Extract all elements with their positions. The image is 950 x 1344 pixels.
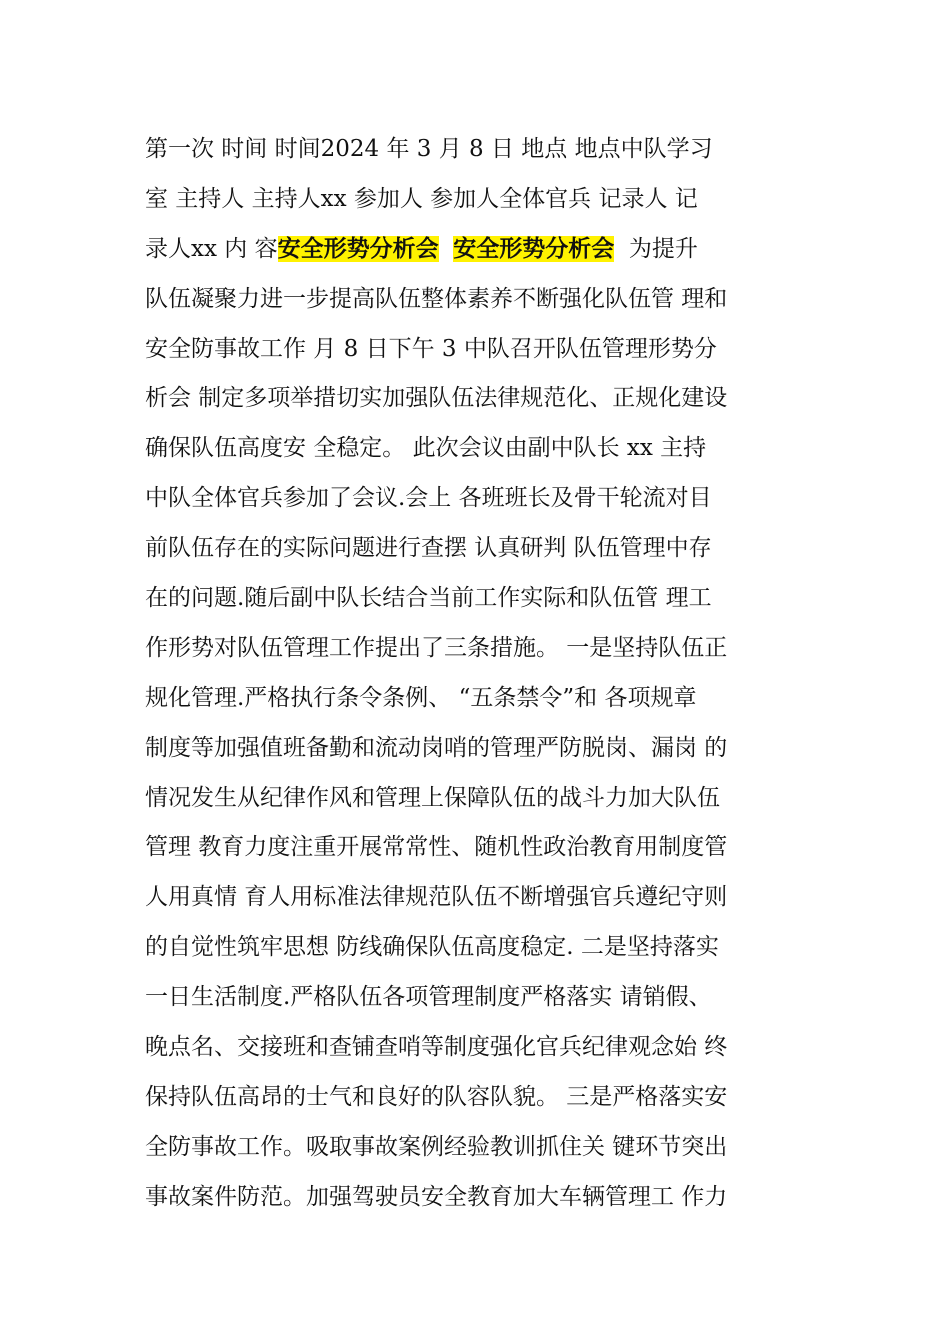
text-line-14: 情况发生从纪律作风和管理上保障队伍的战斗力加大队伍	[145, 784, 720, 811]
text-line-10: 在的问题.随后副中队长结合当前工作实际和队伍管 理工	[145, 585, 712, 612]
text-line-7: 确保队伍高度安 全稳定。 此次会议由副中队长 xx 主持	[145, 435, 707, 462]
text-line-8: 中队全体官兵参加了会议.会上 各班班长及骨干轮流对目	[145, 485, 712, 512]
text-line-5: 安全防事故工作 月 8 日下午 3 中队召开队伍管理形势分	[145, 335, 717, 362]
text-line-3-suffix: 为提升	[614, 235, 698, 262]
text-line-11: 作形势对队伍管理工作提出了三条措施。 一是坚持队伍正	[145, 634, 728, 661]
text-line-22: 事故案件防范。加强驾驶员安全教育加大车辆管理工 作力	[145, 1183, 728, 1210]
text-line-9: 前队伍存在的实际问题进行查摆 认真研判 队伍管理中存	[145, 535, 712, 562]
text-line-13: 制度等加强值班备勤和流动岗哨的管理严防脱岗、漏岗 的	[145, 734, 728, 761]
highlighted-topic-1: 安全形势分析会	[277, 235, 439, 262]
text-line-16: 人用真情 育人用标准法律规范队伍不断增强官兵遵纪守则	[145, 884, 728, 911]
text-line-3-prefix: 录人xx 内 容	[145, 235, 278, 262]
text-line-6: 析会 制定多项举措切实加强队伍法律规范化、正规化建设	[145, 385, 728, 412]
highlighted-topic-2: 安全形势分析会	[453, 235, 615, 262]
text-line-4: 队伍凝聚力进一步提高队伍整体素养不断强化队伍管 理和	[145, 285, 728, 312]
text-line-3-gap	[439, 236, 454, 262]
text-line-2: 室 主持人 主持人xx 参加人 参加人全体官兵 记录人 记	[145, 185, 698, 212]
meeting-record-body	[145, 125, 805, 1223]
text-line-18: 一日生活制度.严格队伍各项管理制度严格落实 请销假、	[145, 984, 712, 1011]
text-line-3	[145, 225, 805, 275]
text-line-15: 管理 教育力度注重开展常常性、随机性政治教育用制度管	[145, 834, 728, 861]
text-line-20: 保持队伍高昂的士气和良好的队容队貌。 三是严格落实安	[145, 1083, 728, 1110]
text-line-12: 规化管理.严格执行条令条例、 “五条禁令”和 各项规章	[145, 684, 697, 711]
text-line-21: 全防事故工作。吸取事故案例经验教训抓住关 键环节突出	[145, 1133, 728, 1160]
text-line-1: 第一次 时间 时间2024 年 3 月 8 日 地点 地点中队学习	[145, 136, 713, 162]
text-line-19: 晚点名、交接班和查铺查哨等制度强化官兵纪律观念始 终	[145, 1034, 728, 1061]
text-line-17: 的自觉性筑牢思想 防线确保队伍高度稳定. 二是坚持落实	[145, 934, 719, 961]
